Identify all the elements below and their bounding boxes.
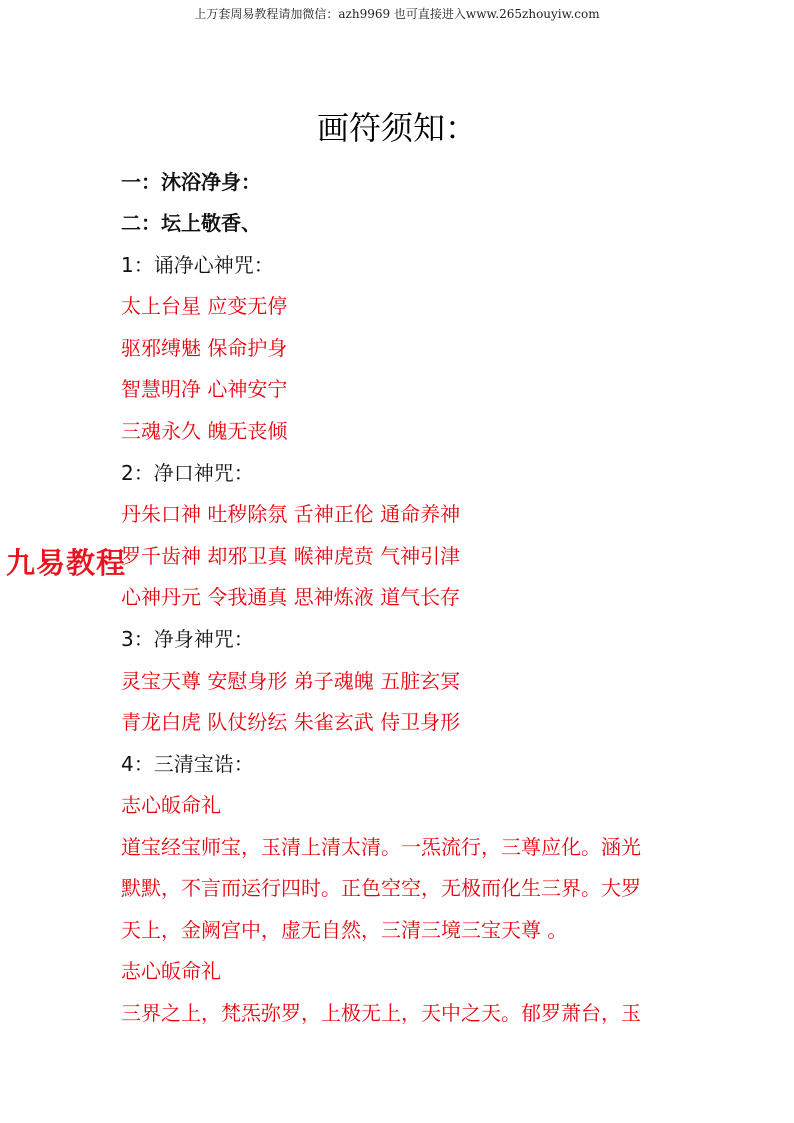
watermark: 九易教程 bbox=[6, 546, 127, 580]
mantra-line: 丹朱口神 吐秽除氛 舌神正伦 通命养神 bbox=[121, 502, 461, 526]
subheading-heart-mantra: 1：诵净心神咒： bbox=[121, 253, 274, 277]
mantra-line: 三魂永久 魄无丧倾 bbox=[121, 419, 288, 443]
subheading-mouth-mantra: 2：净口神咒： bbox=[121, 461, 254, 485]
invocation-text: 默默，不言而运行四时。正色空空，无极而化生三界。大罗 bbox=[121, 876, 641, 900]
mantra-line: 青龙白虎 队仗纷纭 朱雀玄武 侍卫身形 bbox=[121, 710, 461, 734]
invocation-text: 三界之上，梵炁弥罗，上极无上，天中之天。郁罗萧台，玉 bbox=[121, 1001, 641, 1025]
mantra-line: 智慧明净 心神安宁 bbox=[121, 377, 288, 401]
subheading-sanqing: 4：三清宝诰： bbox=[121, 752, 254, 776]
invocation-text: 道宝经宝师宝，玉清上清太清。一炁流行，三尊应化。涵光 bbox=[121, 835, 641, 859]
header-note: 上万套周易教程请加微信：azh9969 也可直接进入www.265zhouyiw.com bbox=[194, 7, 600, 21]
mantra-line: 灵宝天尊 安慰身形 弟子魂魄 五脏玄冥 bbox=[121, 669, 461, 693]
mantra-line: 驱邪缚魅 保命护身 bbox=[121, 336, 288, 360]
mantra-line: 罗千齿神 却邪卫真 喉神虎贲 气神引津 bbox=[121, 544, 461, 568]
page-title: 画符须知： bbox=[316, 109, 477, 147]
invocation-line: 志心皈命礼 bbox=[121, 793, 221, 817]
section-heading-incense: 二：坛上敬香、 bbox=[121, 211, 261, 235]
subheading-body-mantra: 3：净身神咒： bbox=[121, 627, 254, 651]
invocation-text: 天上，金阙宫中，虚无自然，三清三境三宝天尊 。 bbox=[121, 918, 568, 942]
mantra-line: 心神丹元 令我通真 思神炼液 道气长存 bbox=[121, 585, 461, 609]
section-heading-bathing: 一：沐浴净身： bbox=[121, 170, 261, 194]
mantra-line: 太上台星 应变无停 bbox=[121, 294, 288, 318]
invocation-line: 志心皈命礼 bbox=[121, 959, 221, 983]
